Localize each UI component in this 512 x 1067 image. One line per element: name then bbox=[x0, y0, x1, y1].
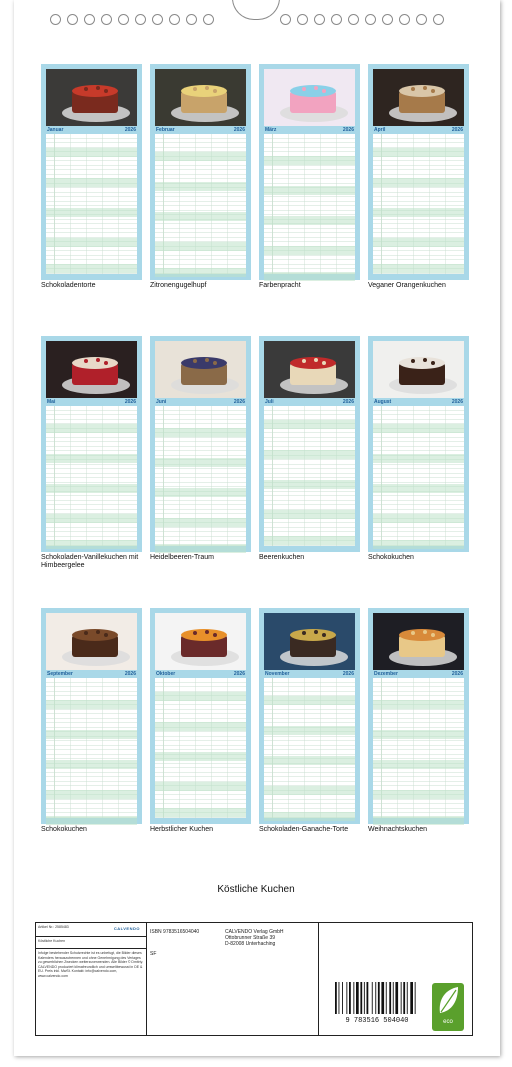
weekend-band bbox=[264, 726, 355, 735]
month-header bbox=[264, 126, 355, 134]
weekend-band bbox=[46, 238, 137, 247]
month-header bbox=[373, 126, 464, 134]
weekend-band bbox=[155, 518, 246, 527]
weekend-band bbox=[373, 424, 464, 433]
weekend-band bbox=[155, 544, 246, 553]
calendar-title: Köstliche Kuchen bbox=[217, 884, 295, 895]
month-name: November bbox=[265, 671, 290, 677]
month-panel bbox=[150, 64, 251, 280]
weekend-band bbox=[46, 424, 137, 433]
cake-photo bbox=[46, 341, 137, 398]
weekend-band bbox=[264, 186, 355, 195]
month-header bbox=[373, 398, 464, 406]
planner-grid bbox=[373, 678, 464, 818]
footer-right-column bbox=[319, 923, 474, 1035]
binding-hole bbox=[365, 14, 376, 25]
month-panel bbox=[41, 64, 142, 280]
weekend-band bbox=[46, 514, 137, 523]
publisher-street: Ottobrunner Straße 39 bbox=[225, 935, 276, 941]
binding-hole bbox=[84, 14, 95, 25]
eco-badge bbox=[432, 983, 464, 1031]
weekend-band bbox=[264, 536, 355, 545]
planner-grid bbox=[264, 134, 355, 274]
weekend-band bbox=[373, 760, 464, 769]
article-number: Artikel Nr.: 2585483 bbox=[38, 925, 69, 929]
planner-grid bbox=[46, 406, 137, 546]
month-caption: Beerenkuchen bbox=[259, 554, 305, 561]
weekend-band bbox=[155, 752, 246, 761]
leaf-icon bbox=[432, 983, 464, 1019]
weekend-band bbox=[264, 786, 355, 795]
publisher-city: D-82008 Unterhaching bbox=[225, 941, 276, 947]
month-caption: Schokokuchen bbox=[368, 554, 414, 561]
cake-photo bbox=[46, 613, 137, 670]
weekend-band bbox=[264, 420, 355, 429]
month-name: Dezember bbox=[374, 671, 398, 677]
binding-hole bbox=[416, 14, 427, 25]
weekend-band bbox=[264, 756, 355, 765]
month-header bbox=[155, 126, 246, 134]
month-name: Juli bbox=[265, 399, 274, 405]
weekend-band bbox=[373, 178, 464, 187]
month-panel bbox=[150, 336, 251, 552]
binding-hole bbox=[399, 14, 410, 25]
month-year: 2026 bbox=[233, 399, 245, 405]
weekend-band bbox=[373, 700, 464, 709]
weekend-band bbox=[373, 454, 464, 463]
month-name: März bbox=[265, 127, 277, 133]
month-caption: Veganer Orangenkuchen bbox=[368, 282, 446, 289]
month-header bbox=[46, 670, 137, 678]
month-year: 2026 bbox=[342, 671, 354, 677]
month-panel bbox=[368, 608, 469, 824]
weekend-band bbox=[46, 760, 137, 769]
footer-middle-column bbox=[147, 923, 319, 1035]
weekend-band bbox=[155, 488, 246, 497]
month-panel bbox=[41, 336, 142, 552]
cake-photo bbox=[155, 613, 246, 670]
publisher bbox=[225, 929, 284, 947]
planner-grid bbox=[155, 134, 246, 274]
month-name: September bbox=[47, 671, 73, 677]
cake-photo bbox=[264, 341, 355, 398]
month-year: 2026 bbox=[451, 671, 463, 677]
weekend-band bbox=[46, 790, 137, 799]
month-year: 2026 bbox=[451, 399, 463, 405]
weekend-band bbox=[155, 152, 246, 161]
weekend-band bbox=[155, 722, 246, 731]
weekend-band bbox=[46, 148, 137, 157]
weekend-band bbox=[155, 808, 246, 817]
weekend-band bbox=[264, 156, 355, 165]
weekend-band bbox=[46, 700, 137, 709]
month-name: Oktober bbox=[156, 671, 176, 677]
month-header bbox=[155, 670, 246, 678]
binding-hole bbox=[348, 14, 359, 25]
month-panel bbox=[150, 608, 251, 824]
product-name: Köstliche Kuchen bbox=[38, 939, 66, 943]
barcode-digits: 9 783516 504040 bbox=[345, 1017, 409, 1023]
binding-hole bbox=[186, 14, 197, 25]
legal-text: Infolge bestehender Schutzrechte ist es unbefugt, die Bilder dieses Kalenders herauszutrennen und ohne Genehmigung des Verlages zu gewerblichen Zwecken weiterzuverwenden. Alle Bilder © Dmitriy. CALVENDO produziert klimafreundlich und umweltbewusst in DE & EU. Preis inkl. MwSt. Kontakt: info@calvendo.com, www.calvendo.com bbox=[38, 951, 144, 978]
weekend-band bbox=[155, 242, 246, 251]
month-header bbox=[46, 126, 137, 134]
weekend-band bbox=[373, 484, 464, 493]
footer-box bbox=[35, 922, 473, 1036]
month-name: Mai bbox=[47, 399, 56, 405]
month-caption: Schokoladen-Vanillekuchen mit Himbeergelee bbox=[41, 554, 139, 569]
isbn: ISBN 9783516504040 bbox=[150, 929, 200, 935]
binding-hole bbox=[50, 14, 61, 25]
binding-hole bbox=[101, 14, 112, 25]
weekend-band bbox=[264, 812, 355, 821]
weekend-band bbox=[46, 484, 137, 493]
weekend-band bbox=[264, 216, 355, 225]
weekend-band bbox=[155, 692, 246, 701]
weekend-band bbox=[155, 428, 246, 437]
month-year: 2026 bbox=[233, 127, 245, 133]
month-panel bbox=[41, 608, 142, 824]
month-panel bbox=[259, 608, 360, 824]
planner-grid bbox=[264, 406, 355, 546]
binding-hole bbox=[135, 14, 146, 25]
binding-hole bbox=[297, 14, 308, 25]
footer-left-column bbox=[36, 923, 147, 1035]
month-header bbox=[373, 670, 464, 678]
cake-photo bbox=[264, 613, 355, 670]
weekend-band bbox=[155, 782, 246, 791]
weekend-band bbox=[155, 458, 246, 467]
month-year: 2026 bbox=[233, 671, 245, 677]
month-caption: Herbstlicher Kuchen bbox=[150, 826, 214, 833]
month-header bbox=[46, 398, 137, 406]
cake-photo bbox=[373, 69, 464, 126]
publisher-name: CALVENDO Verlag GmbH bbox=[225, 929, 284, 935]
binding-hole bbox=[280, 14, 291, 25]
weekend-band bbox=[46, 540, 137, 549]
binding-hole bbox=[382, 14, 393, 25]
binding-hole bbox=[67, 14, 78, 25]
month-name: Januar bbox=[47, 127, 64, 133]
weekend-band bbox=[264, 480, 355, 489]
article-row bbox=[36, 923, 146, 937]
month-year: 2026 bbox=[124, 671, 136, 677]
weekend-band bbox=[264, 696, 355, 705]
month-caption: Schokoladen-Ganache-Torte bbox=[259, 826, 349, 833]
cake-photo bbox=[373, 341, 464, 398]
cake-photo bbox=[46, 69, 137, 126]
month-name: Februar bbox=[156, 127, 175, 133]
product-row bbox=[36, 937, 146, 949]
weekend-band bbox=[373, 540, 464, 549]
weekend-band bbox=[373, 264, 464, 273]
weekend-band bbox=[373, 208, 464, 217]
binding-hole bbox=[118, 14, 129, 25]
cake-photo bbox=[155, 69, 246, 126]
weekend-band bbox=[46, 178, 137, 187]
month-caption: Schokokuchen bbox=[41, 826, 87, 833]
month-caption: Farbenpracht bbox=[259, 282, 301, 289]
barcode bbox=[331, 981, 423, 1023]
month-year: 2026 bbox=[451, 127, 463, 133]
weekend-band bbox=[46, 208, 137, 217]
month-caption: Schokoladentorte bbox=[41, 282, 96, 289]
planner-grid bbox=[46, 678, 137, 818]
binding-hole bbox=[203, 14, 214, 25]
planner-grid bbox=[155, 406, 246, 546]
cake-photo bbox=[155, 341, 246, 398]
planner-grid bbox=[46, 134, 137, 274]
month-caption: Zitronengugelhupf bbox=[150, 282, 207, 289]
month-header bbox=[264, 398, 355, 406]
binding-hole bbox=[314, 14, 325, 25]
month-caption: Heidelbeeren-Traum bbox=[150, 554, 214, 561]
month-caption: Weihnachtskuchen bbox=[368, 826, 428, 833]
month-year: 2026 bbox=[342, 127, 354, 133]
month-panel bbox=[259, 64, 360, 280]
planner-grid bbox=[373, 134, 464, 274]
binding-hole bbox=[433, 14, 444, 25]
month-header bbox=[264, 670, 355, 678]
month-year: 2026 bbox=[342, 399, 354, 405]
month-panel bbox=[368, 64, 469, 280]
weekend-band bbox=[46, 730, 137, 739]
planner-grid bbox=[373, 406, 464, 546]
brand-logo: CALVENDO bbox=[113, 926, 140, 931]
month-year: 2026 bbox=[124, 399, 136, 405]
month-panel bbox=[368, 336, 469, 552]
weekend-band bbox=[264, 510, 355, 519]
cake-photo bbox=[373, 613, 464, 670]
weekend-band bbox=[46, 264, 137, 273]
weekend-band bbox=[373, 790, 464, 799]
month-year: 2026 bbox=[124, 127, 136, 133]
weekend-band bbox=[373, 238, 464, 247]
weekend-band bbox=[155, 182, 246, 191]
cake-photo bbox=[264, 69, 355, 126]
month-panel bbox=[259, 336, 360, 552]
binding-hole bbox=[331, 14, 342, 25]
weekend-band bbox=[155, 212, 246, 221]
month-name: August bbox=[374, 399, 392, 405]
planner-grid bbox=[155, 678, 246, 818]
weekend-band bbox=[46, 454, 137, 463]
weekend-band bbox=[264, 272, 355, 281]
weekend-band bbox=[373, 514, 464, 523]
weekend-band bbox=[264, 246, 355, 255]
weekend-band bbox=[264, 450, 355, 459]
weekend-band bbox=[373, 730, 464, 739]
month-name: Juni bbox=[156, 399, 167, 405]
weekend-band bbox=[155, 268, 246, 277]
code: SF bbox=[150, 951, 157, 957]
weekend-band bbox=[373, 148, 464, 157]
planner-grid bbox=[264, 678, 355, 818]
binding-hole bbox=[152, 14, 163, 25]
month-name: April bbox=[374, 127, 386, 133]
month-header bbox=[155, 398, 246, 406]
weekend-band bbox=[46, 816, 137, 825]
eco-label: eco bbox=[443, 1019, 453, 1025]
weekend-band bbox=[373, 816, 464, 825]
binding-hole bbox=[169, 14, 180, 25]
